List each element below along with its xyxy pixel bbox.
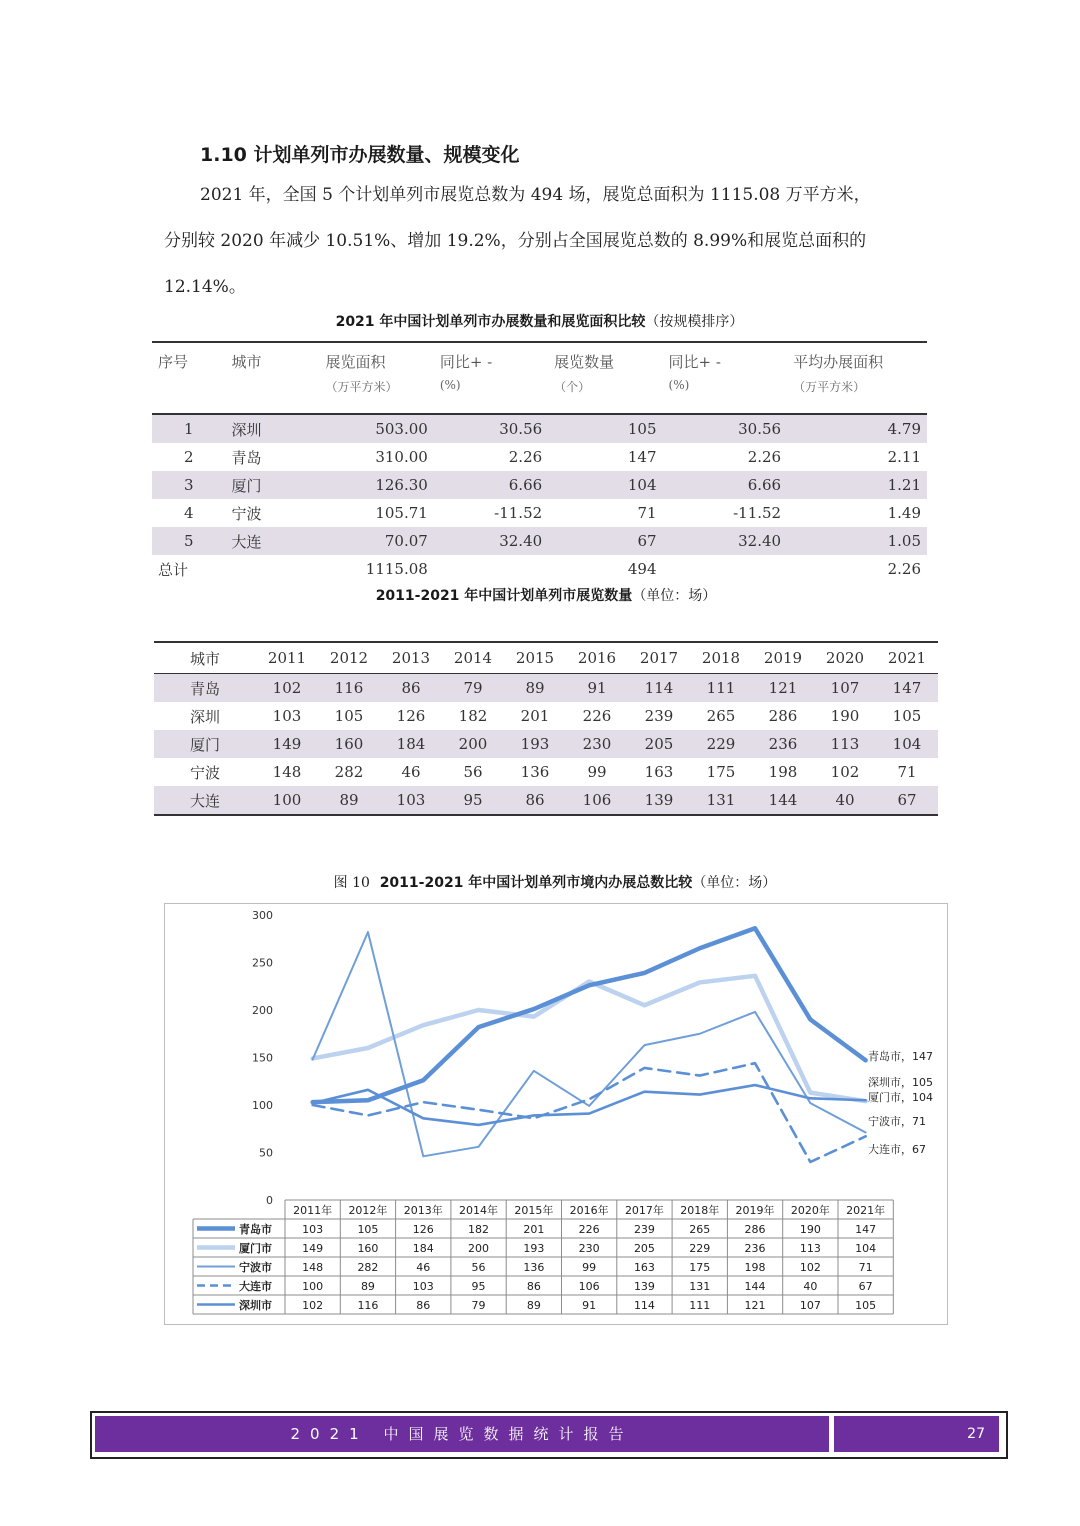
table-value: 105 (357, 1223, 379, 1236)
y-tick-label: 50 (259, 1146, 273, 1160)
x-category-label: 2019年 (735, 1204, 775, 1217)
figure-caption-text: 2011-2021 年中国计划单列市境内办展总数比较 (379, 875, 693, 891)
x-category-label: 2015年 (514, 1204, 554, 1217)
table-total-row: 总计 1115.08 494 2.26 (158, 560, 921, 579)
table1-header: 平均办展面积 （万平方米） (787, 342, 927, 414)
table-value: 106 (578, 1280, 600, 1293)
section-heading: 1.10 计划单列市办展数量、规模变化 (200, 144, 520, 166)
x-category-label: 2011年 (293, 1204, 333, 1217)
line-chart (164, 903, 948, 1325)
table-value: 131 (689, 1280, 711, 1293)
table-value: 201 (523, 1223, 545, 1236)
y-tick-label: 300 (252, 909, 273, 922)
table1-header: 同比+ - (%) (663, 342, 788, 414)
legend-label: 厦门市 (239, 1242, 272, 1255)
table-value: 226 (578, 1223, 600, 1236)
y-tick-label: 0 (266, 1194, 273, 1207)
table2-caption-note: （单位：场） (632, 588, 717, 604)
table-city-exhibition-counts (154, 641, 938, 816)
table-value: 91 (582, 1299, 597, 1312)
table-row: 宁波 148 282 46 56 136 99 163 175 198 102 71 (189, 763, 917, 782)
legend-label: 青岛市 (239, 1223, 272, 1236)
legend-label: 宁波市 (239, 1261, 272, 1274)
table-value: 230 (578, 1242, 600, 1255)
table-row: 5 大连 70.07 32.40 67 32.40 1.05 (152, 527, 927, 555)
table-value: 104 (855, 1242, 877, 1255)
table-value: 139 (633, 1280, 655, 1293)
x-category-label: 2021年 (846, 1204, 886, 1217)
table-value: 107 (799, 1299, 821, 1312)
series-line-厦门市 (313, 976, 866, 1101)
table-value: 95 (471, 1280, 486, 1293)
table1-header: 同比+ - (%) (434, 342, 548, 414)
table-value: 163 (633, 1261, 655, 1274)
figure-caption-prefix: 图 10 (333, 875, 370, 891)
paragraph-line-3: 12.14%。 (164, 277, 246, 297)
table-value: 67 (858, 1280, 873, 1293)
table-value: 282 (357, 1261, 379, 1274)
table-row: 青岛 102 116 86 79 89 91 114 111 121 107 147 (154, 674, 938, 703)
table-value: 184 (412, 1242, 434, 1255)
x-category-label: 2020年 (790, 1204, 830, 1217)
table-row: 大连 100 89 103 95 86 106 139 131 144 40 67 (154, 786, 938, 815)
series-end-label: 厦门市，104 (868, 1091, 933, 1104)
table-row: 1 深圳 503.00 30.56 105 30.56 4.79 (152, 414, 927, 443)
table-value: 160 (357, 1242, 379, 1255)
table1-header: 展览面积 （万平方米） (319, 342, 433, 414)
table-value: 200 (468, 1242, 490, 1255)
x-category-label: 2013年 (403, 1204, 443, 1217)
x-category-label: 2016年 (569, 1204, 609, 1217)
table-row: 3 厦门 126.30 6.66 104 6.66 1.21 (152, 471, 927, 499)
series-end-label: 宁波市，71 (868, 1115, 926, 1128)
table-value: 265 (689, 1223, 711, 1236)
table-value: 86 (526, 1280, 541, 1293)
table-value: 89 (360, 1280, 375, 1293)
y-tick-label: 250 (252, 956, 273, 970)
table-value: 89 (526, 1299, 541, 1312)
footer-title: 2021 中国展览数据统计报告 (95, 1416, 829, 1452)
table-value: 114 (633, 1299, 655, 1312)
table-value: 86 (416, 1299, 431, 1312)
table-value: 100 (302, 1280, 324, 1293)
table-value: 236 (744, 1242, 766, 1255)
table-row: 4 宁波 105.71 -11.52 71 -11.52 1.49 (183, 504, 921, 523)
table-value: 46 (416, 1261, 431, 1274)
series-end-label: 青岛市，147 (868, 1050, 933, 1063)
series-end-label: 深圳市，105 (868, 1076, 933, 1089)
table-value: 116 (357, 1299, 379, 1312)
table-value: 175 (689, 1261, 711, 1274)
table-value: 111 (689, 1299, 711, 1312)
table-value: 198 (744, 1261, 766, 1274)
table1-caption-note: （按规模排序） (645, 314, 744, 330)
table-row: 厦门 149 160 184 200 193 230 205 229 236 113 104 (154, 730, 938, 758)
table-value: 126 (412, 1223, 434, 1236)
table-city-area-comparison (152, 341, 927, 583)
table-value: 149 (302, 1242, 324, 1255)
series-line-宁波市 (313, 932, 866, 1156)
y-tick-label: 150 (252, 1051, 273, 1065)
table-value: 102 (302, 1299, 324, 1312)
x-category-label: 2014年 (459, 1204, 499, 1217)
table-value: 56 (471, 1261, 486, 1274)
chart-svg (165, 904, 947, 1324)
table-value: 40 (803, 1280, 818, 1293)
table-value: 205 (633, 1242, 655, 1255)
table2-caption (154, 585, 938, 605)
y-tick-label: 200 (252, 1004, 273, 1017)
table-value: 229 (689, 1242, 711, 1255)
y-tick-label: 100 (252, 1099, 273, 1112)
table2-caption-text: 2011-2021 年中国计划单列市展览数量 (375, 588, 633, 604)
x-category-label: 2018年 (680, 1204, 720, 1217)
x-category-label: 2012年 (348, 1204, 388, 1217)
table1-header-row (152, 342, 927, 414)
page-number: 27 (834, 1416, 999, 1452)
table-value: 182 (468, 1223, 490, 1236)
table-value: 147 (855, 1223, 877, 1236)
table-value: 113 (799, 1242, 821, 1255)
legend-label: 深圳市 (239, 1299, 272, 1312)
table-value: 79 (471, 1299, 486, 1312)
table-value: 144 (744, 1280, 766, 1293)
table-value: 121 (744, 1299, 766, 1312)
table-value: 286 (744, 1223, 766, 1236)
figure-caption (164, 872, 946, 892)
x-category-label: 2017年 (624, 1204, 664, 1217)
table-value: 105 (855, 1299, 877, 1312)
paragraph-line-2: 分别较 2020 年减少 10.51%、增加 19.2%，分别占全国展览总数的 8.99%和展览总面积的 (164, 231, 867, 251)
table-value: 190 (799, 1223, 821, 1236)
table-value: 193 (523, 1242, 545, 1255)
table-value: 71 (858, 1261, 873, 1274)
figure-caption-note: （单位：场） (692, 875, 777, 891)
table2-header-row: 城市 2011 2012 2013 2014 2015 2016 2017 2018 2019 2020 2021 (154, 642, 938, 674)
table1-caption-text: 2021 年中国计划单列市办展数量和展览面积比较 (335, 314, 646, 330)
table-row: 2 青岛 310.00 2.26 147 2.26 2.11 (183, 448, 921, 467)
table-value: 239 (633, 1223, 655, 1236)
series-end-label: 大连市，67 (868, 1143, 926, 1156)
table-row: 深圳 103 105 126 182 201 226 239 265 286 190 105 (189, 707, 922, 726)
table1-header: 城市 (226, 342, 320, 414)
table1-caption (152, 311, 927, 331)
table-value: 148 (302, 1261, 324, 1274)
table1-header: 展览数量 （个） (548, 342, 662, 414)
table-value: 136 (523, 1261, 545, 1274)
table-value: 103 (302, 1223, 324, 1236)
table-value: 103 (412, 1280, 434, 1293)
paragraph-line-1: 2021 年，全国 5 个计划单列市展览总数为 494 场，展览总面积为 1115.08 万平方米， (200, 185, 871, 205)
table-value: 99 (582, 1261, 597, 1274)
table-value: 102 (799, 1261, 821, 1274)
series-line-青岛市 (313, 928, 866, 1102)
legend-label: 大连市 (239, 1280, 272, 1293)
table1-header: 序号 (152, 342, 226, 414)
